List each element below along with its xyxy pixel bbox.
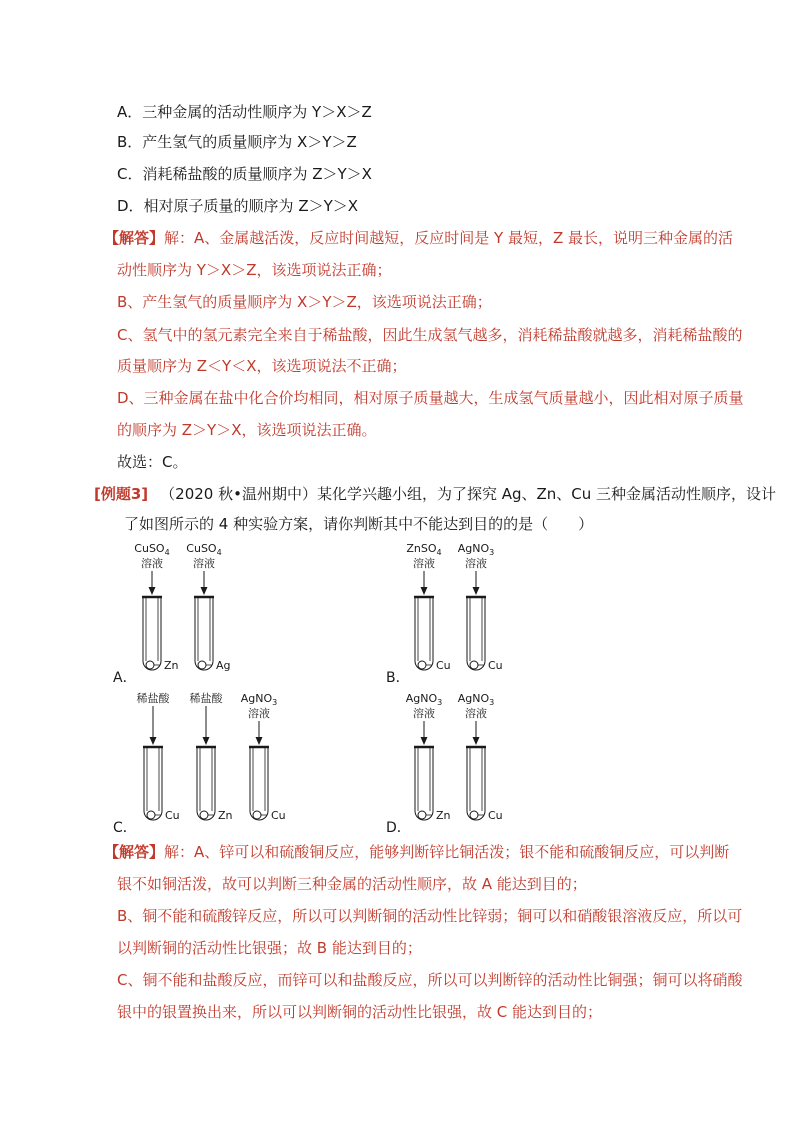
solution-label: 溶液 (141, 557, 163, 570)
arrow-head (203, 737, 210, 745)
option-label: C． (113, 820, 137, 836)
answer-line (104, 228, 733, 248)
test-tube (406, 542, 450, 672)
example-line (94, 484, 776, 504)
option-b: B．产生氢气的质量顺序为 X＞Y＞Z (117, 133, 357, 151)
answer-text: 解：A、锌可以和硫酸铜反应，能够判断锌比铜活泼；银不能和硫酸铜反应，可以判断 (164, 843, 730, 861)
experiment-figure (0, 538, 794, 838)
option-d: D．相对原子质量的顺序为 Z＞Y＞X (117, 197, 359, 215)
answer-line: B、铜不能和硫酸锌反应，所以可以判断铜的活动性比锌弱；铜可以和硝酸银溶液反应，所以可 (117, 907, 743, 925)
answer-line: 银不如铜活泼，故可以判断三种金属的活动性顺序，故 A 能达到目的； (117, 875, 587, 893)
answer-line: B、产生氢气的质量顺序为 X＞Y＞Z，该选项说法正确； (117, 293, 492, 311)
answer-tag: 【解答】 (104, 229, 165, 247)
test-tube (458, 542, 503, 672)
reagent-label: CuSO$_4$ (134, 542, 170, 557)
metal-piece (418, 661, 426, 669)
test-tube (406, 692, 451, 822)
metal-piece (418, 811, 426, 819)
answer-choice: 故选：C。 (117, 453, 188, 471)
reagent-label: AgNO$_3$ (457, 542, 495, 557)
answer-line: 的顺序为 Z＞Y＞X，该选项说法正确。 (117, 421, 377, 439)
solution-label: 溶液 (465, 707, 487, 720)
reagent-label: CuSO$_4$ (186, 542, 222, 557)
option-label: D． (386, 820, 411, 836)
metal-label: Cu (436, 659, 451, 672)
reagent-label: AgNO$_3$ (240, 692, 278, 707)
example-tag: [例题3] (94, 485, 149, 503)
metal-label: Cu (271, 809, 286, 822)
arrow-head (473, 587, 480, 595)
answer-line: D、三种金属在盐中化合价均相同，相对原子质量越大，生成氢气质量越小，因此相对原子质量 (117, 389, 744, 407)
example-line: 了如图所示的 4 种实验方案，请你判断其中不能达到目的的是（ ） (124, 515, 594, 533)
answer-line: 质量顺序为 Z＜Y＜X，该选项说法不正确； (117, 357, 407, 375)
metal-piece (253, 811, 261, 819)
answer-line: C、氢气中的氢元素完全来自于稀盐酸，因此生成氢气越多，消耗稀盐酸就越多，消耗稀盐酸的 (117, 326, 743, 344)
reagent-label: 稀盐酸 (189, 692, 223, 705)
reagent-label: AgNO$_3$ (405, 692, 443, 707)
solution-label: 溶液 (413, 557, 435, 570)
example-text: （2020 秋•温州期中）某化学兴趣小组，为了探究 Ag、Zn、Cu 三种金属活动性顺序，设计 (160, 485, 777, 503)
arrow-head (201, 587, 208, 595)
metal-label: Zn (436, 809, 451, 822)
metal-label: Ag (216, 659, 231, 672)
metal-piece (198, 661, 206, 669)
test-tube (134, 542, 178, 672)
metal-label: Cu (488, 659, 503, 672)
metal-piece (470, 811, 478, 819)
option-label: A． (113, 670, 137, 686)
test-tube (241, 692, 286, 822)
arrow-head (421, 587, 428, 595)
answer-tag: 【解答】 (104, 843, 165, 861)
solution-label: 溶液 (413, 707, 435, 720)
metal-label: Cu (165, 809, 180, 822)
reagent-label: AgNO$_3$ (457, 692, 495, 707)
answer-line: 银中的银置换出来，所以可以判断铜的活动性比银强，故 C 能达到目的； (117, 1003, 603, 1021)
answer-line (104, 842, 729, 862)
solution-label: 溶液 (193, 557, 215, 570)
metal-piece (147, 811, 155, 819)
solution-label: 溶液 (465, 557, 487, 570)
test-tube (186, 542, 230, 672)
arrow-head (473, 737, 480, 745)
metal-piece (146, 661, 154, 669)
metal-label: Zn (164, 659, 179, 672)
answer-line: 动性顺序为 Y＞X＞Z，该选项说法正确； (117, 261, 392, 279)
answer-text: 解：A、金属越活泼，反应时间越短，反应时间是 Y 最短，Z 最长，说明三种金属的活 (164, 229, 734, 247)
metal-label: Zn (218, 809, 233, 822)
answer-line: C、铜不能和盐酸反应，而锌可以和盐酸反应，所以可以判断锌的活动性比铜强；铜可以将硝酸 (117, 971, 743, 989)
arrow-head (421, 737, 428, 745)
arrow-head (256, 737, 263, 745)
test-tube (458, 692, 503, 822)
arrow-head (149, 587, 156, 595)
option-label: B． (386, 670, 410, 686)
answer-line: 以判断铜的活动性比银强；故 B 能达到目的； (117, 939, 422, 957)
solution-label: 溶液 (248, 707, 270, 720)
metal-label: Cu (488, 809, 503, 822)
reagent-label: ZnSO$_4$ (406, 542, 442, 557)
test-tube (137, 691, 180, 822)
arrow-head (150, 737, 157, 745)
metal-piece (200, 811, 208, 819)
option-a: A．三种金属的活动性顺序为 Y＞X＞Z (117, 103, 372, 121)
test-tube (190, 691, 233, 822)
reagent-label: 稀盐酸 (136, 692, 170, 705)
option-c: C．消耗稀盐酸的质量顺序为 Z＞Y＞X (117, 165, 372, 183)
metal-piece (470, 661, 478, 669)
